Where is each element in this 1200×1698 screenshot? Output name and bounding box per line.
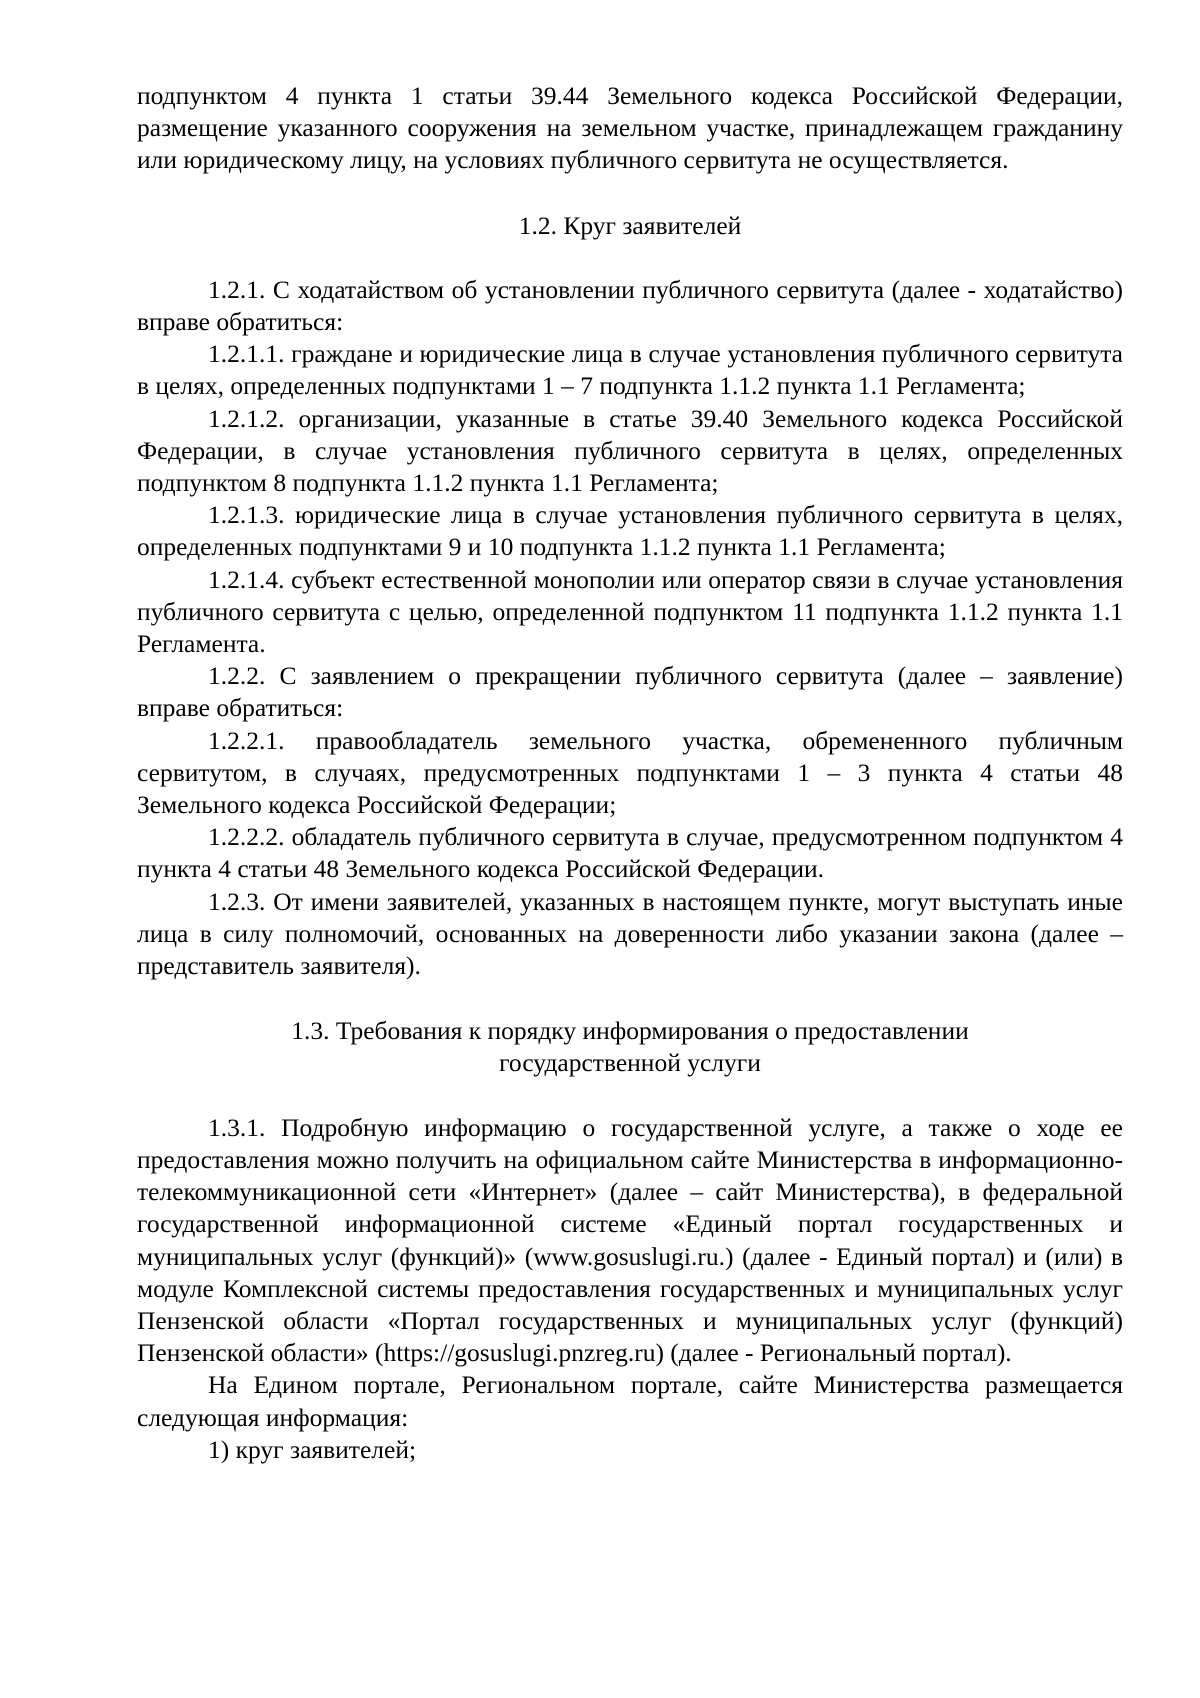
paragraph-1-2-2-2: 1.2.2.2. обладатель публичного сервитута в случае, предусмотренном подпунктом 4 пункта 4 статьи 48 Земельного кодекса Российской Федерации. [137,822,1123,884]
paragraph-1-2-1-1: 1.2.1.1. граждане и юридические лица в случае установления публичного сервитута в целях, определенных подпунктами 1 – 7 подпункта 1.1.2 пункта 1.1 Регламента; [137,339,1123,401]
document-page [137,80,1123,1466]
paragraph-1-2-1-3: 1.2.1.3. юридические лица в случае установления публичного сервитута в целях, определенных подпунктами 9 и 10 подпункта 1.1.2 пункта 1.1 Регламента; [137,500,1123,562]
paragraph-1-2-2-1: 1.2.2.1. правообладатель земельного участка, обремененного публичным сервитутом, в случаях, предусмотренных подпунктами 1 – 3 пункта 4 статьи 48 Земельного кодекса Российской Федерации; [137,725,1123,820]
paragraph-1-2-1-4: 1.2.1.4. субъект естественной монополии или оператор связи в случае установления публичного сервитута с целью, определенной подпунктом 11 подпункта 1.1.2 пункта 1.1 Регламента. [137,564,1123,659]
section-heading-1-3-line2: государственной услуги [499,1048,761,1078]
paragraph-1-2-2: 1.2.2. С заявлением о прекращении публичного сервитута (далее – заявление) вправе обратиться: [137,661,1123,723]
paragraph-1-2-1-2: 1.2.1.2. организации, указанные в статье 39.40 Земельного кодекса Российской Федерации, в случае установления публичного сервитута в целях, определенных подпунктом 8 подпункта 1.1.2 пункта 1.1 Регламента; [137,403,1123,498]
section-heading-1-2: 1.2. Круг заявителей [518,210,742,240]
section-heading-1-3-line1: 1.3. Требования к порядку информирования о предоставлении [291,1016,969,1046]
list-item-1: 1) круг заявителей; [208,1434,417,1464]
paragraph-1-2-1: 1.2.1. С ходатайством об установлении публичного сервитута (далее - ходатайство) вправе обратиться: [137,274,1123,337]
section-heading-1-3 [137,1015,1123,1079]
paragraph-portals-info: На Едином портале, Региональном портале, сайте Министерства размещается следующая информация: [137,1370,1123,1432]
paragraph-1-2-3: 1.2.3. От имени заявителей, указанных в настоящем пункте, могут выступать иные лица в силу полномочий, основанных на доверенности либо указании закона (далее – представитель заявителя). [137,886,1123,981]
paragraph-1-3-1: 1.3.1. Подробную информацию о государственной услуге, а также о ходе ее предоставления можно получить на официальном сайте Министерства в информационно-телекоммуникационной сети «Интернет» (далее – сайт Министерства), в федеральной государственной информационной системе «Единый портал государственных и муниципальных услуг (функций)» (www.gosuslugi.ru.) (далее - Единый портал) и (или) в модуле Комплексной системы предоставления государственных и муниципальных услуг Пензенской области «Портал государственных и муниципальных услуг (функций) Пензенской области» (https://gosuslugi.pnzreg.ru) (далее - Региональный портал). [137,1112,1123,1368]
paragraph-intro: подпунктом 4 пункта 1 статьи 39.44 Земельного кодекса Российской Федерации, размещение указанного сооружения на земельном участке, принадлежащем гражданину или юридическому лицу, на условиях публичного сервитута не осуществляется. [137,81,1123,175]
